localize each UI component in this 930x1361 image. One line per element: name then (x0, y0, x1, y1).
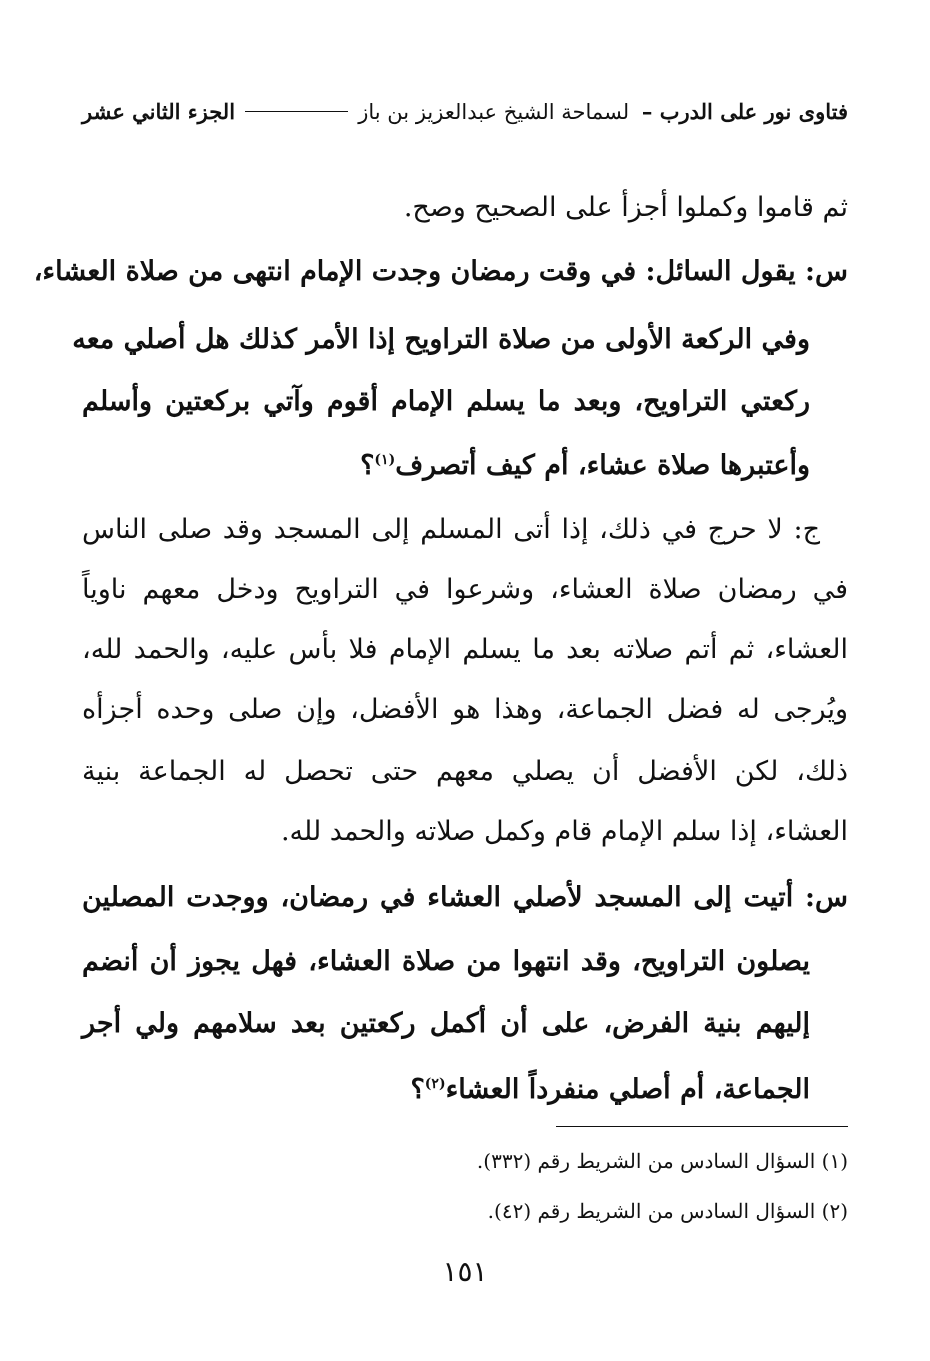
question-2-line-4-text: الجماعة، أم أصلي منفرداً العشاء (445, 1074, 810, 1105)
question-2-line-3: إليهم بنية الفرض، على أن أكمل ركعتين بعد سلامهم ولي أجر (82, 1008, 810, 1039)
question-1-line-4 (82, 440, 810, 480)
question-2-line-4 (82, 1064, 810, 1104)
footnote-1: (١) السؤال السادس من الشريط رقم (٣٣٢). (476, 1149, 848, 1173)
header-title-group (358, 99, 848, 124)
header-book-title: فتاوى نور على الدرب – (641, 98, 848, 124)
header-rule (245, 111, 348, 112)
question-1-line-1: س: يقول السائل: في وقت رمضان وجدت الإمام انتهى من صلاة العشاء، (33, 256, 848, 287)
footnote-ref-2: (٢) (424, 1076, 446, 1092)
question-2-line-4-end: ؟ (410, 1074, 425, 1105)
footnote-2: (٢) السؤال السادس من الشريط رقم (٤٢). (487, 1199, 848, 1223)
answer-1-line-3: العشاء، ثم أتم صلاته بعد ما يسلم الإمام فلا بأس عليه، والحمد لله، (82, 634, 848, 665)
answer-1-line-4: ويُرجى له فضل الجماعة، وهذا هو الأفضل، وإن صلى وحده أجزأه (82, 694, 848, 725)
footnote-ref-1: (١) (374, 452, 396, 468)
body-line-intro: ثم قاموا وكملوا أجزأ على الصحيح وصح. (403, 192, 848, 223)
running-header (82, 92, 848, 130)
question-1-line-4-end: ؟ (360, 450, 375, 481)
answer-1-line-6: العشاء، إذا سلم الإمام قام وكمل صلاته والحمد لله. (280, 816, 848, 847)
answer-1-line-1: ج: لا حرج في ذلك، إذا أتى المسلم إلى المسجد وقد صلى الناس (82, 514, 820, 545)
page-number: ١٥١ (442, 1255, 488, 1288)
answer-1-line-5: ذلك، لكن الأفضل أن يصلي معهم حتى تحصل له الجماعة بنية (82, 756, 848, 787)
question-1-line-3: ركعتي التراويح، وبعد ما يسلم الإمام أقوم وآتي بركعتين وأسلم (82, 386, 810, 417)
question-1-line-4-text: وأعتبرها صلاة عشاء، أم كيف أتصرف (395, 450, 810, 481)
answer-1-line-2: في رمضان صلاة العشاء، وشرعوا في التراويح ودخل معهم ناوياً (82, 574, 848, 605)
header-author: لسماحة الشيخ عبدالعزيز بن باز (358, 99, 630, 124)
footnote-separator (556, 1126, 848, 1127)
question-1-line-2: وفي الركعة الأولى من صلاة التراويح إذا الأمر كذلك هل أصلي معه (72, 324, 810, 355)
header-part: الجزء الثاني عشر (82, 98, 236, 124)
question-2-line-2: يصلون التراويح، وقد انتهوا من صلاة العشاء، فهل يجوز أن أنضم (82, 946, 810, 977)
question-2-line-1: س: أتيت إلى المسجد لأصلي العشاء في رمضان، ووجدت المصلين (82, 882, 848, 913)
